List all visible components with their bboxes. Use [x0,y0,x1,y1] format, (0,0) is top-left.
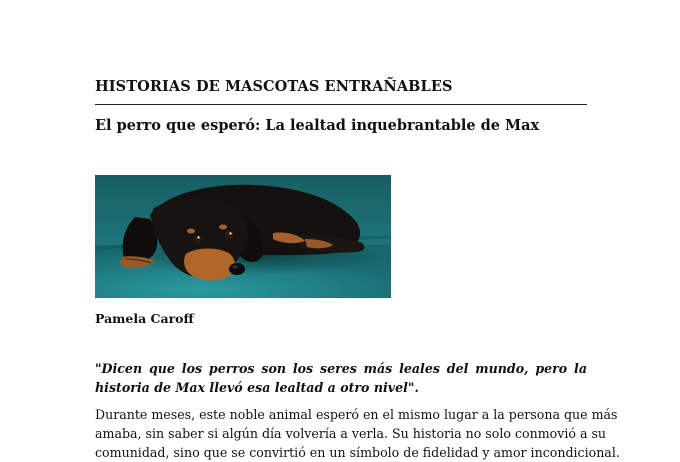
section-title: HISTORIAS DE MASCOTAS ENTRAÑABLES [95,78,453,95]
pull-quote [95,359,587,397]
body-paragraph-line: amaba, sin saber si algún día volvería a verla. Su historia no solo conmovió a su [95,426,607,441]
article-headline: El perro que esperó: La lealtad inquebrantable de Max [95,117,540,134]
pull-quote-line: historia de Max llevó esa lealtad a otro nivel". [95,380,419,395]
dog-photo [95,175,391,298]
body-paragraph-line: comunidad, sino que se convirtió en un símbolo de fidelidad y amor incondicional. [95,445,620,460]
article-body [95,405,620,462]
article-author: Pamela Caroff [95,311,194,326]
document-page [95,0,620,460]
section-divider [95,104,587,105]
pull-quote-line: "Dicen que los perros son los seres más leales del mundo, pero la [95,361,587,376]
body-paragraph-line: Durante meses, este noble animal esperó en el mismo lugar a la persona que más [95,407,618,422]
